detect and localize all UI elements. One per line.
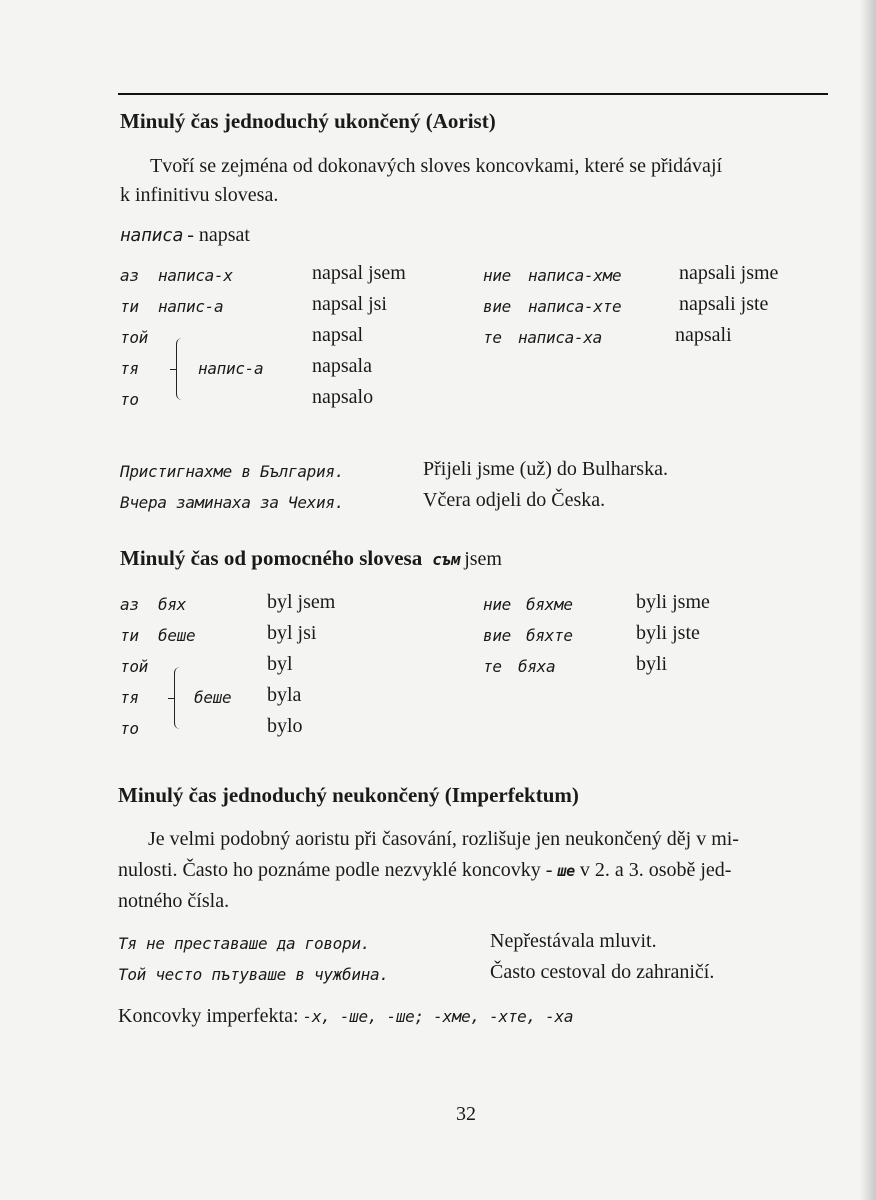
aorist-form-2p: написа-хте bbox=[528, 297, 622, 316]
aorist-sentence-1-cz: Přijeli jsme (už) do Bulharska. bbox=[423, 458, 668, 480]
aorist-form-1s: написа-х bbox=[158, 266, 233, 285]
section-heading-aorist: Minulý čas jednoduchý ukončený (Aorist) bbox=[120, 109, 496, 133]
imperfect-para-line2 bbox=[118, 859, 731, 882]
aux-heading-meaning: jsem bbox=[464, 548, 502, 570]
imperfect-sentence-2-bg: Той често пътуваше в чужбина. bbox=[118, 965, 389, 984]
aux-cz-1p: byli jsme bbox=[636, 591, 710, 613]
aorist-sentence-2-cz: Včera odjeli do Česka. bbox=[423, 489, 606, 511]
aorist-pronoun-3p: те bbox=[483, 328, 502, 347]
imperfect-endings-line bbox=[118, 1005, 573, 1028]
section-heading-imperfect: Minulý čas jednoduchý neukončený (Imperfektum) bbox=[118, 783, 579, 807]
example-verb: написа bbox=[120, 225, 184, 246]
page-number: 32 bbox=[456, 1103, 476, 1125]
section-heading-aux bbox=[120, 546, 502, 571]
aorist-pronoun-3f: тя bbox=[120, 359, 139, 378]
aux-pronoun-2p: вие bbox=[483, 626, 511, 645]
aorist-cz-3f: napsala bbox=[312, 355, 372, 377]
aorist-pronoun-3n: то bbox=[120, 390, 139, 409]
aorist-cz-3n: napsalo bbox=[312, 386, 374, 408]
aux-pronoun-3n: то bbox=[120, 719, 139, 738]
aux-cz-2p: byli jste bbox=[636, 622, 700, 644]
aorist-intro-line1: Tvoří se zejména od dokonavých sloves koncovkami, které se přidávají bbox=[150, 155, 723, 177]
imperfect-para-line2a: nulosti. Často ho poznáme podle nezvyklé koncovky - bbox=[118, 859, 558, 881]
imperfect-sentence-1-cz: Nepřestávala mluvit. bbox=[490, 930, 657, 952]
aorist-cz-1p: napsali jsme bbox=[679, 262, 779, 284]
aorist-sentence-1-bg: Пристигнахме в България. bbox=[120, 462, 344, 481]
aorist-form-1p: написа-хме bbox=[528, 266, 622, 285]
aux-pronoun-3f: тя bbox=[120, 688, 139, 707]
aux-form-3p: бяха bbox=[518, 657, 556, 676]
aux-heading-text: Minulý čas od pomocného slovesa bbox=[120, 546, 423, 570]
aux-pronoun-3p: те bbox=[483, 657, 502, 676]
aorist-pronoun-2s: ти bbox=[120, 297, 139, 316]
imperfect-suffix: ше bbox=[557, 862, 575, 880]
aorist-form-2s: напис-а bbox=[158, 297, 224, 316]
aux-form-2p: бяхте bbox=[526, 626, 573, 645]
aux-form-2s: беше bbox=[158, 626, 196, 645]
imperfect-endings: -х, -ше, -ше; -хме, -хте, -ха bbox=[302, 1007, 574, 1026]
aorist-pronoun-1p: ние bbox=[483, 266, 511, 285]
imperfect-para-line1: Je velmi podobný aoristu při časování, rozlišuje jen neukončený děj v mi- bbox=[148, 828, 739, 850]
aux-cz-3n: bylo bbox=[267, 715, 303, 737]
aorist-cz-2p: napsali jste bbox=[679, 293, 769, 315]
aorist-pronoun-3m: той bbox=[120, 328, 148, 347]
aorist-pronoun-2p: вие bbox=[483, 297, 511, 316]
imperfect-para-line2b: v 2. a 3. osobě jed- bbox=[574, 859, 732, 881]
top-rule bbox=[118, 93, 828, 95]
aux-cz-1s: byl jsem bbox=[267, 591, 336, 613]
aux-cz-3f: byla bbox=[267, 684, 302, 706]
aux-cz-2s: byl jsi bbox=[267, 622, 317, 644]
aux-cz-3p: byli bbox=[636, 653, 668, 675]
aorist-cz-3m: napsal bbox=[312, 324, 364, 346]
aux-pronoun-1p: ние bbox=[483, 595, 511, 614]
aux-form-1p: бяхме bbox=[526, 595, 573, 614]
aux-heading-verb: съм bbox=[432, 550, 461, 569]
imperfect-para-line3: notného čísla. bbox=[118, 890, 230, 912]
aux-cz-3m: byl bbox=[267, 653, 293, 675]
aorist-brace bbox=[176, 338, 185, 400]
example-verb-line bbox=[120, 224, 250, 247]
aux-brace bbox=[174, 667, 183, 729]
example-verb-meaning: - napsat bbox=[187, 224, 250, 246]
imperfect-sentence-1-bg: Тя не преставаше да говори. bbox=[118, 934, 370, 953]
aux-pronoun-2s: ти bbox=[120, 626, 139, 645]
aorist-intro-line2: k infinitivu slovesa. bbox=[120, 184, 279, 206]
aorist-sentence-2-bg: Вчера заминаха за Чехия. bbox=[120, 493, 344, 512]
page-edge-shadow bbox=[860, 0, 876, 1200]
aorist-cz-1s: napsal jsem bbox=[312, 262, 406, 284]
aorist-pronoun-1s: аз bbox=[120, 266, 139, 285]
aux-form-3s: беше bbox=[194, 688, 232, 707]
aorist-cz-2s: napsal jsi bbox=[312, 293, 387, 315]
aorist-form-3p: написа-ха bbox=[518, 328, 602, 347]
aux-pronoun-3m: той bbox=[120, 657, 148, 676]
aux-pronoun-1s: аз bbox=[120, 595, 139, 614]
aux-form-1s: бях bbox=[158, 595, 186, 614]
aorist-form-3s: напис-а bbox=[198, 359, 264, 378]
imperfect-sentence-2-cz: Často cestoval do zahraničí. bbox=[490, 961, 715, 983]
aorist-cz-3p: napsali bbox=[675, 324, 732, 346]
imperfect-endings-label: Koncovky imperfekta: bbox=[118, 1005, 299, 1027]
